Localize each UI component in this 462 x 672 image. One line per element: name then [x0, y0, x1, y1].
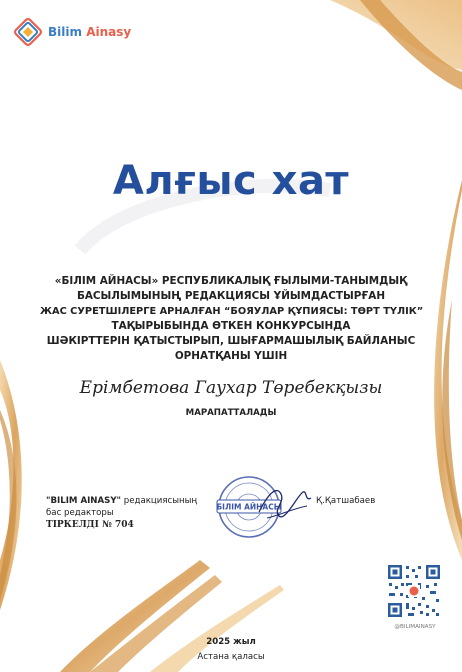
body-line: ЖАС СУРЕТШІЛЕРГЕ АРНАЛҒАН “БОЯУЛАР ҚҰПИЯСЫ: ТӨРТ ТҮЛІК” — [40, 306, 424, 317]
editor-block — [46, 495, 197, 519]
certificate-city: Астана қаласы — [197, 652, 265, 662]
editor-role: бас редакторы — [46, 508, 114, 518]
editor-title-line — [46, 495, 197, 507]
registration-number: ТІРКЕЛДІ № 704 — [46, 520, 134, 530]
body-line: ТАҚЫРЫБЫНДА ӨТКЕН КОНКУРСЫНДА — [111, 320, 351, 332]
qr-caption: @BILIMAINASY — [394, 624, 436, 630]
brand-logo — [14, 18, 131, 46]
certificate-body — [40, 274, 422, 364]
bilim-ainasy-logo-icon — [14, 18, 42, 46]
certificate-title: Алғыс хат — [112, 158, 350, 204]
brand-name-part2: Ainasy — [86, 25, 132, 39]
editor-org-rest: редакциясының — [121, 496, 198, 506]
brand-name — [48, 25, 131, 39]
brand-name-part1: Bilim — [48, 25, 82, 39]
official-stamp — [207, 472, 317, 542]
body-line: «БІЛІМ АЙНАСЫ» РЕСПУБЛИКАЛЫҚ ҒЫЛЫМИ-ТАНЫМДЫҚ — [54, 275, 408, 287]
qr-code[interactable] — [386, 563, 442, 619]
body-line: ШӘКІРТТЕРІН ҚАТЫСТЫРЫП, ШЫҒАРМАШЫЛЫҚ БАЙЛАНЫС — [46, 335, 416, 347]
editor-org: "BILIM AINASY" — [46, 496, 122, 506]
awarded-label: МАРАПАТТАЛАДЫ — [185, 408, 277, 418]
stamp-text: БІЛІМ АЙНАСЫ — [216, 502, 282, 512]
certificate-year: 2025 жыл — [206, 637, 256, 647]
body-line: БАСЫЛЫМЫНЫҢ РЕДАКЦИЯСЫ ҰЙЫМДАСТЫРҒАН — [76, 290, 386, 302]
signer-name: Қ.Қатшабаев — [316, 496, 376, 506]
recipient-name: Ерімбетова Гаухар Төребекқызы — [79, 378, 383, 398]
body-line: ОРНАТҚАНЫ ҮШІН — [174, 350, 288, 362]
